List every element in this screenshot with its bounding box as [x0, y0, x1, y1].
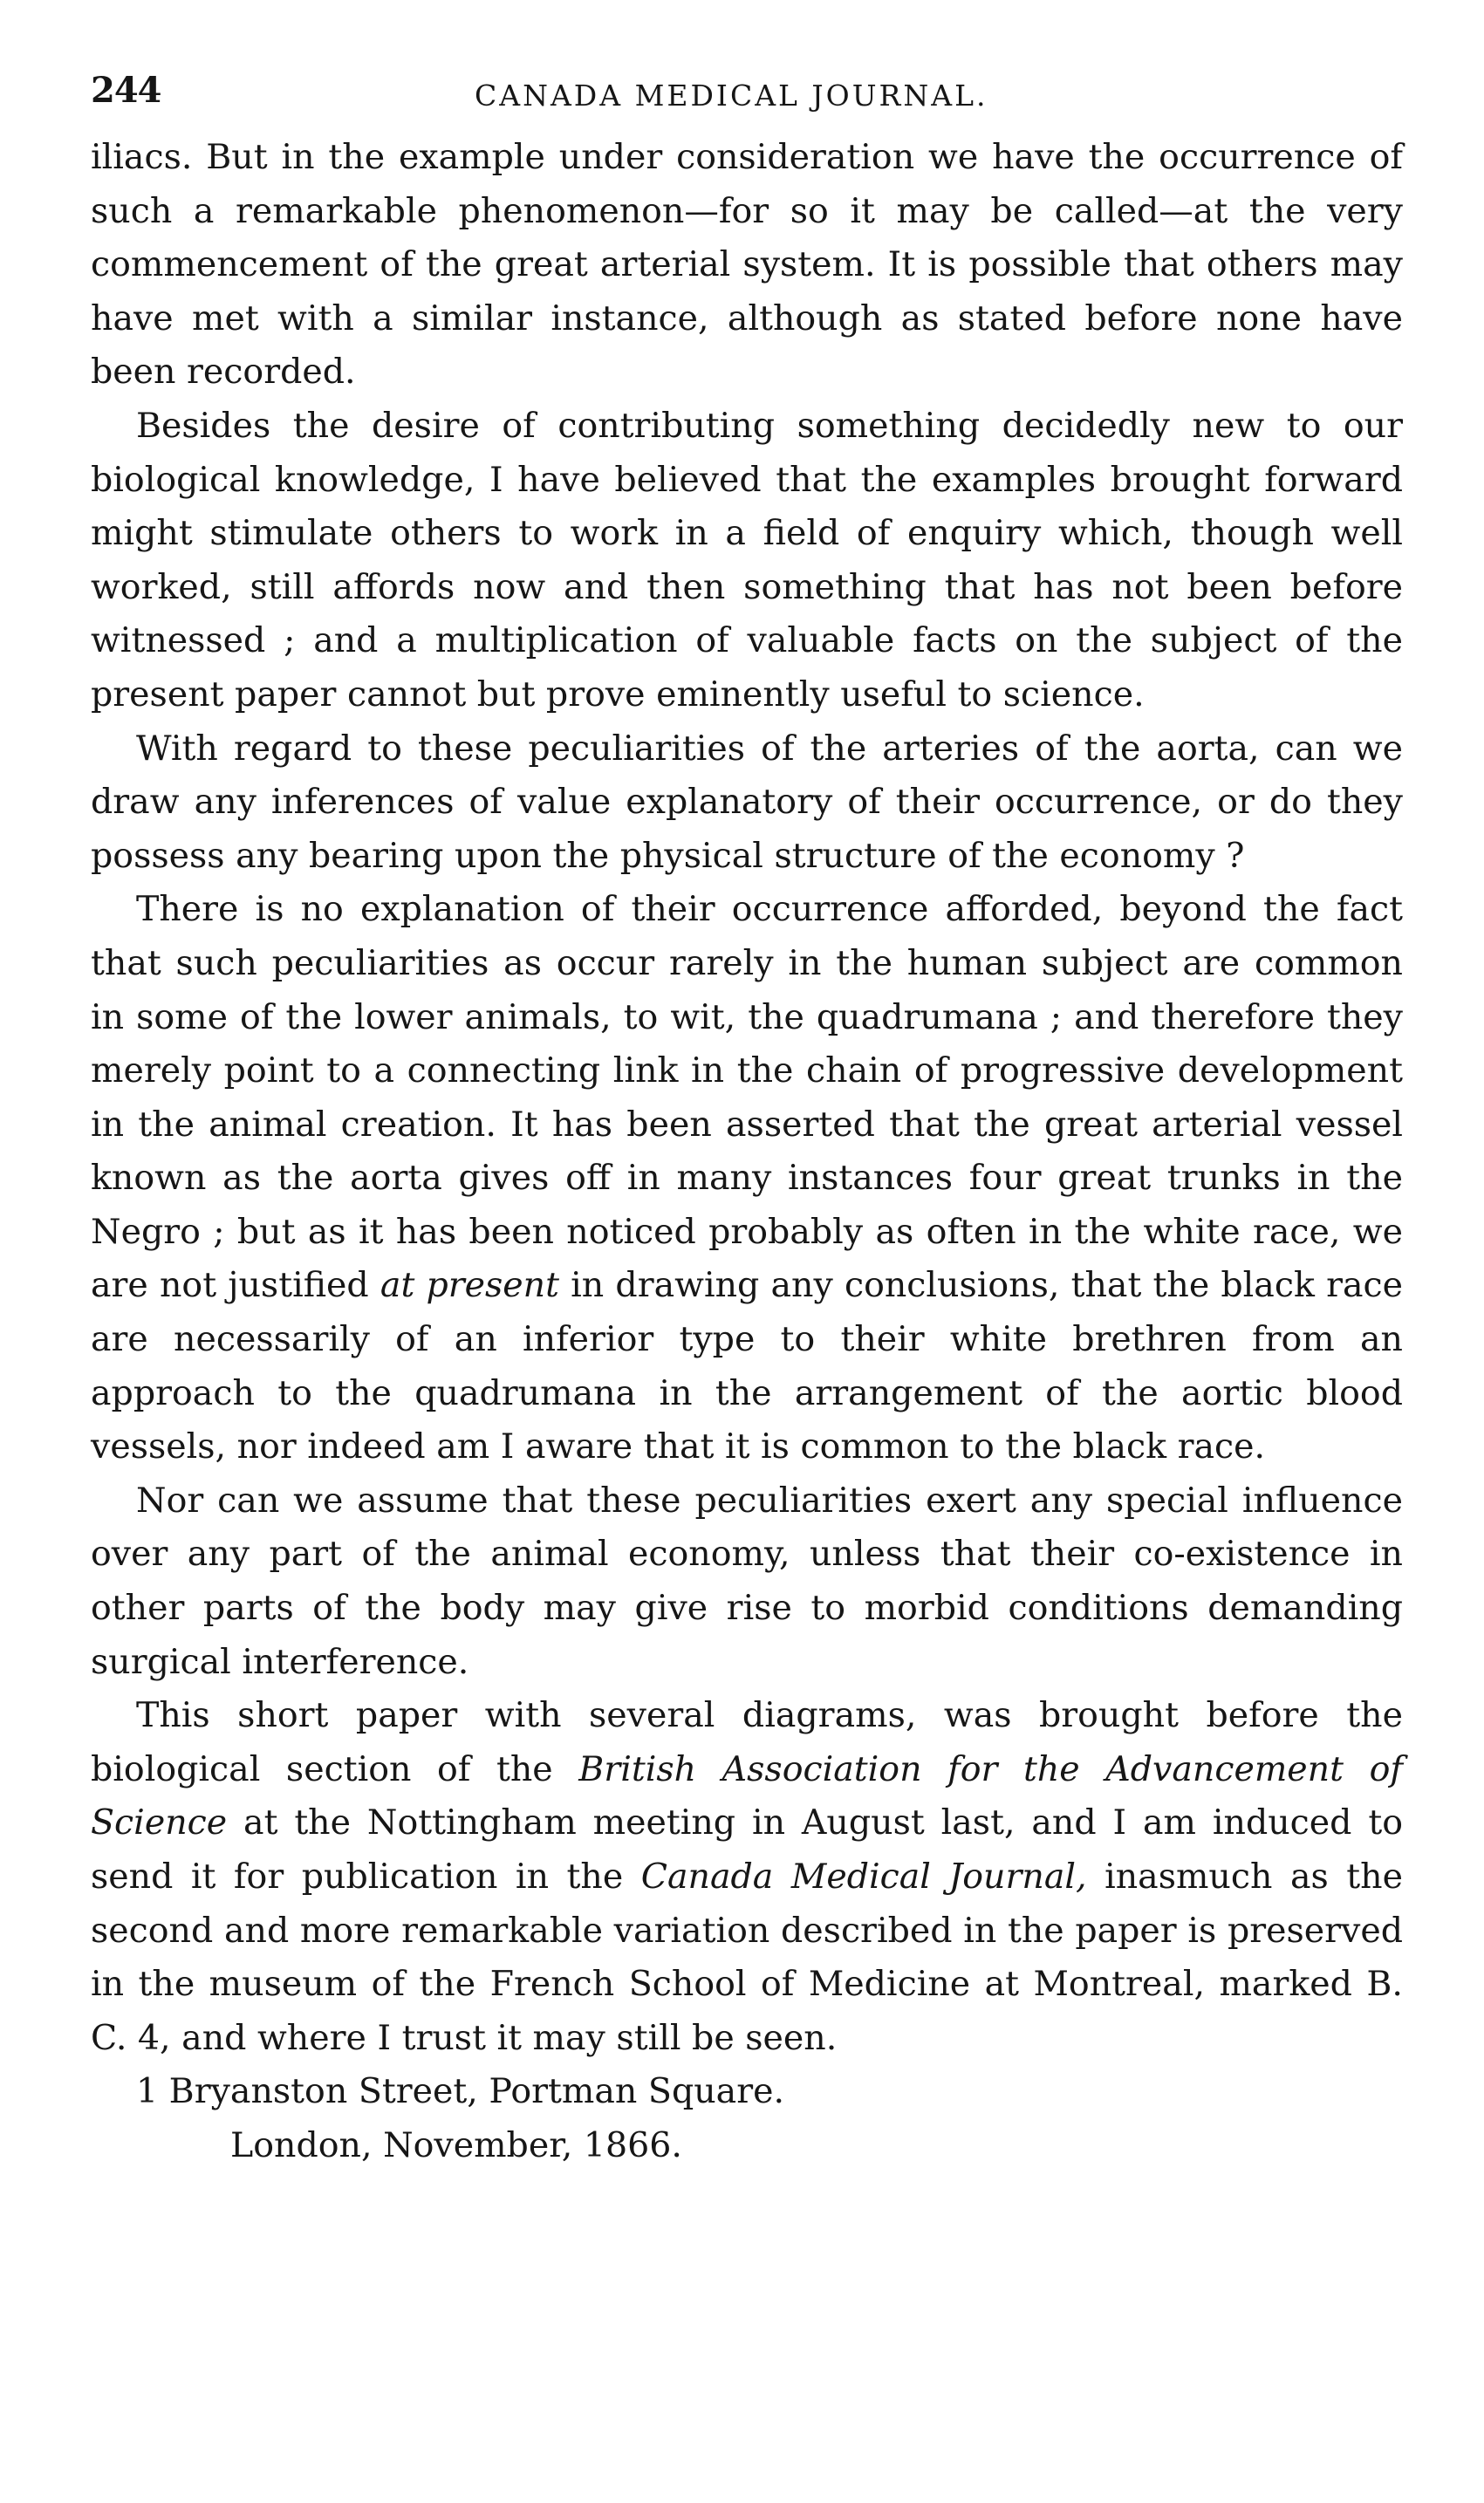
paragraph-6-italic-association: British Association for the Advancement of Science — [91, 1748, 1403, 1843]
journal-title: CANADA MEDICAL JOURNAL. — [475, 79, 988, 113]
paragraph-5: Nor can we assume that these peculiarities exert any special influence over any part of the animal economy, unless that their co-existence in other parts of the body may give rise to morbid conditions demanding surgical interference. — [91, 1480, 1403, 1682]
page-number: 244 — [91, 70, 161, 111]
paragraph-6-text-c: inasmuch as the second and more remarkable variation described in the paper is preserved in the museum of the French School of Medicine at Montreal, marked B. C. 4, and where I trust it may still be seen. — [91, 1857, 1403, 2058]
dateline: London, November, 1866. — [230, 2124, 682, 2165]
paragraph-6-italic-journal: Canada Medical Journal, — [640, 1857, 1087, 1897]
running-head — [91, 61, 1403, 131]
author-address: 1 Bryanston Street, Portman Square. — [136, 2071, 785, 2112]
article-body — [91, 131, 1403, 2065]
paragraph-3: With regard to these peculiarities of the arteries of the aorta, can we draw any inferences of value explanatory of their occurrence, or do they possess any bearing upon the physical structure of the economy ? — [91, 728, 1403, 876]
paragraph-4 — [91, 883, 1403, 1474]
journal-page — [91, 61, 1403, 2173]
paragraph-2: Besides the desire of contributing something decidedly new to our biological knowledge, I have believed that the examples brought forward might stimulate others to work in a field of enquiry which, though well worked, still affords now and then something that has not been before witnessed ; and a multiplication of valuable facts on the subject of the present paper cannot but prove eminently useful to science. — [91, 405, 1403, 715]
paragraph-6-text-a: This short paper with several diagrams, was brought before the biological section of the — [91, 1695, 1403, 1789]
paragraph-6 — [91, 1689, 1403, 2065]
paragraph-4-text-b: in drawing any conclusions, that the black race are necessarily of an inferior type to their white brethren from an approach to the quadrumana in the arrangement of the aortic blood vessels, nor indeed am I aware that it is common to the black race. — [91, 1265, 1403, 1467]
paragraph-4-italic: at present — [380, 1265, 559, 1306]
paragraph-6-text-b: at the Nottingham meeting in August last, and I am induced to send it for publication in the — [91, 1802, 1403, 1897]
signoff — [91, 2065, 1403, 2172]
paragraph-1: iliacs. But in the example under consideration we have the occurrence of such a remarkable phenomenon—for so it may be called—at the very commencement of the great arterial system. It is possible that others may have met with a similar instance, although as stated before none have been recorded. — [91, 137, 1403, 393]
paragraph-4-text-a: There is no explanation of their occurrence afforded, beyond the fact that such peculiarities as occur rarely in the human subject are common in some of the lower animals, to wit, the quadrumana ; and therefore they merely point to a connecting link in the chain of progressive development in the animal creation. It has been asserted that the great arterial vessel known as the aorta gives off in many instances four great trunks in the Negro ; but as it has been noticed probably as often in the white race, we are not justified — [91, 889, 1403, 1306]
